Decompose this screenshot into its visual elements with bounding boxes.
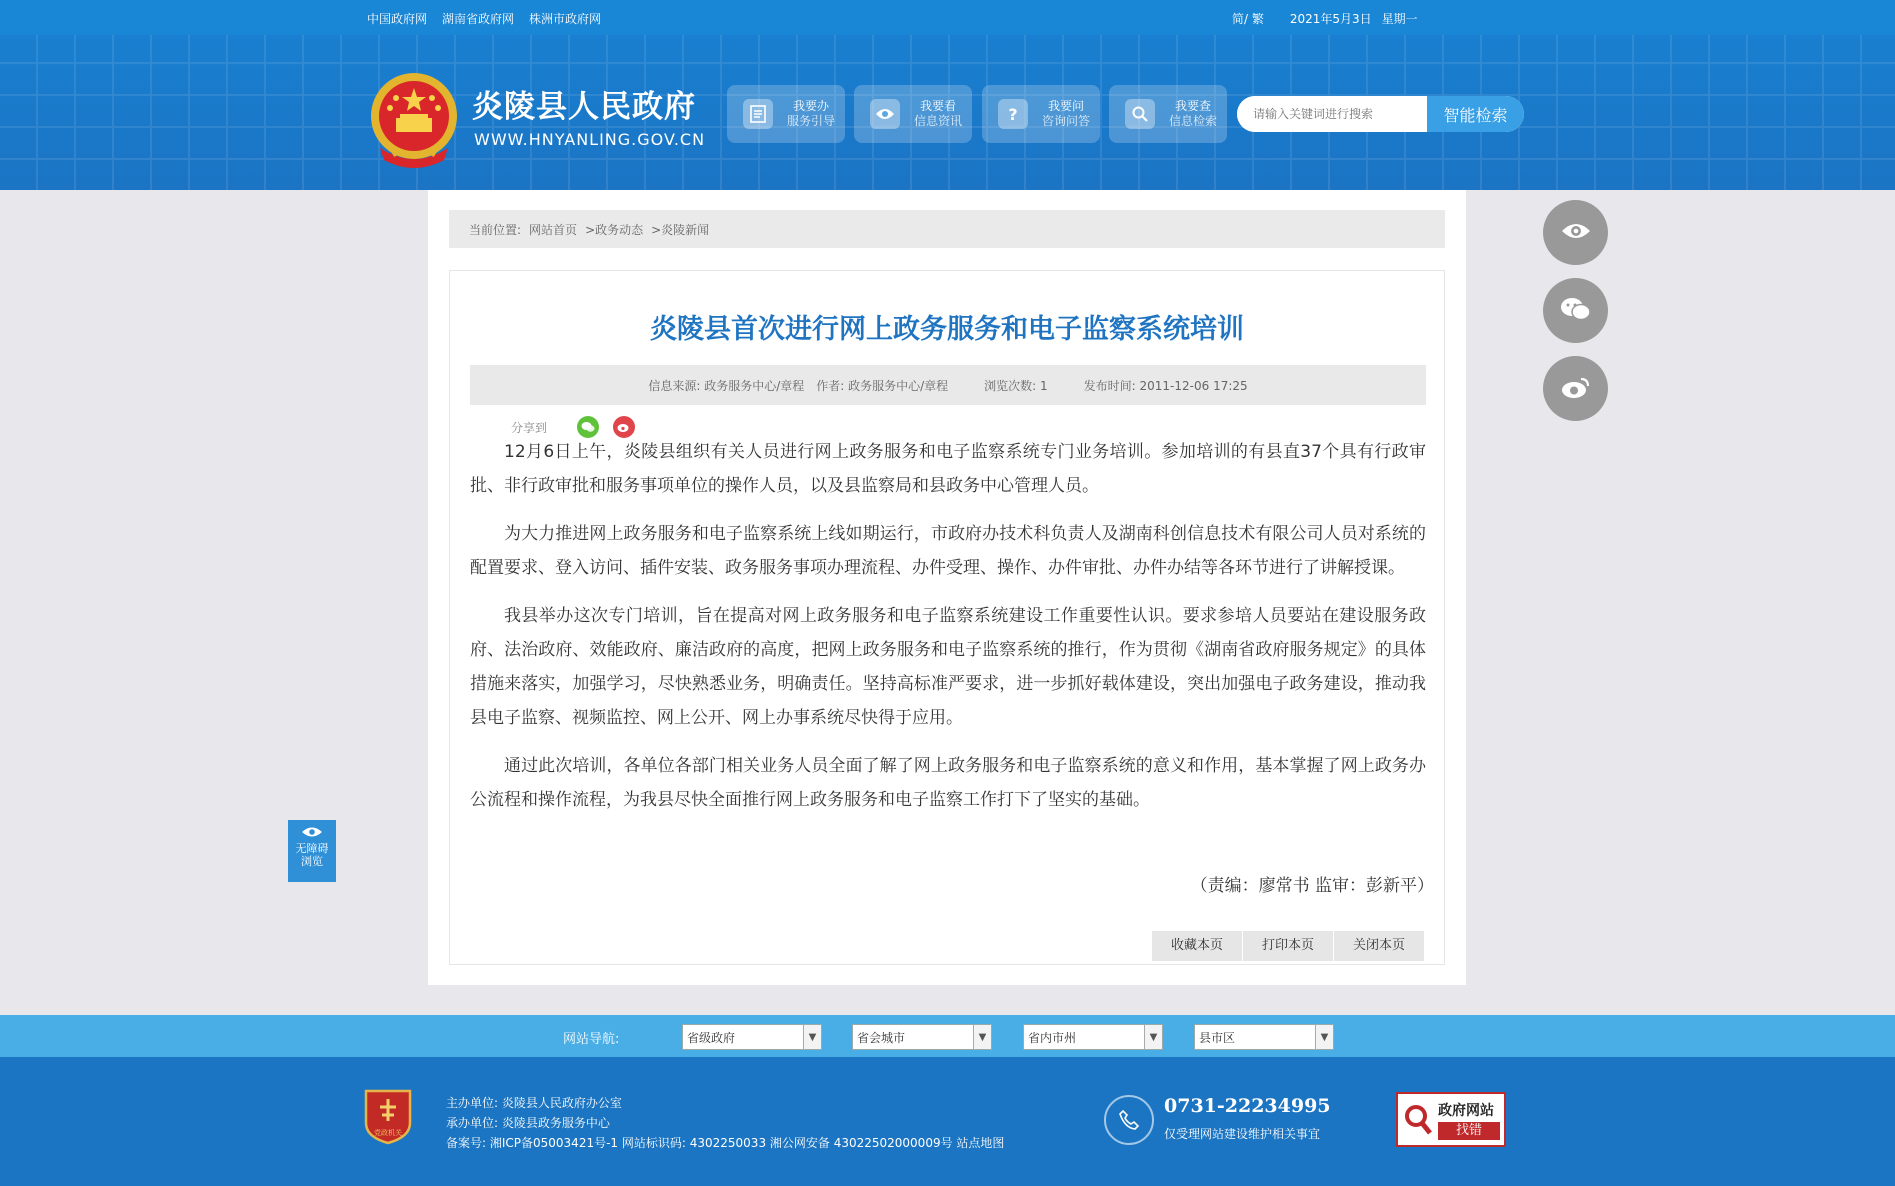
weibo-icon <box>1561 375 1591 403</box>
float-weibo-button[interactable] <box>1543 356 1608 421</box>
gov-site-error-report-button[interactable] <box>1396 1092 1506 1147</box>
footer-host: 主办单位: 炎陵县人民政府办公室 <box>446 1096 622 1110</box>
eye-icon <box>1561 221 1591 245</box>
badge-text: 党政机关 <box>374 1129 402 1137</box>
select-value: 省会城市 <box>857 1030 906 1045</box>
chevron-down-icon: ▼ <box>1144 1025 1162 1049</box>
smart-search-button[interactable]: 智能检索 <box>1427 96 1524 132</box>
breadcrumb-news[interactable]: >政务动态 <box>585 222 644 237</box>
party-gov-badge-icon[interactable] <box>362 1085 414 1145</box>
error-title: 政府网站 <box>1438 1103 1494 1119</box>
error-sub: 找错 <box>1438 1122 1500 1140</box>
question-icon: ? <box>998 99 1028 129</box>
print-button[interactable]: 打印本页 <box>1243 931 1333 961</box>
service-title: 我要看 <box>920 99 957 113</box>
accessibility-sub: 浏览 <box>301 855 323 868</box>
main-panel <box>428 190 1466 985</box>
meta-author: 作者: 政务服务中心/章程 <box>816 378 949 393</box>
date-text: 2021年5月3日 <box>1289 12 1372 26</box>
article-tools <box>1152 931 1424 961</box>
article-editor: （责编：廖常书 监审：彭新平） <box>1190 876 1434 896</box>
bookmark-button[interactable]: 收藏本页 <box>1152 931 1242 961</box>
magnifier-icon <box>1402 1100 1434 1140</box>
article-meta <box>470 365 1426 405</box>
site-header <box>0 35 1895 190</box>
document-icon <box>743 99 773 129</box>
search-icon <box>1125 99 1155 129</box>
float-wechat-button[interactable] <box>1543 278 1608 343</box>
select-provincial[interactable] <box>682 1024 822 1050</box>
footer-record: 备案号: 湘ICP备05003421号-1 网站标识码: 4302250033 湘公网安备 43022502000009号 站点地图 <box>446 1136 1005 1150</box>
article-body <box>470 435 1426 831</box>
select-value: 省级政府 <box>687 1030 736 1045</box>
link-china-gov[interactable]: 中国政府网 <box>367 12 428 26</box>
service-banshi-button[interactable] <box>727 85 845 143</box>
accessibility-label: 无障碍 <box>295 842 329 855</box>
search-input[interactable] <box>1237 96 1427 132</box>
share-label: 分享到 <box>511 420 548 435</box>
site-title[interactable]: 炎陵县人民政府 <box>472 89 696 125</box>
accessibility-button[interactable] <box>288 820 336 882</box>
select-prefectures[interactable] <box>1023 1024 1163 1050</box>
nav-label: 网站导航: <box>563 1032 620 1047</box>
select-value: 省内市州 <box>1028 1030 1077 1045</box>
select-counties[interactable] <box>1194 1024 1334 1050</box>
article-paragraph: 为大力推进网上政务服务和电子监察系统上线如期运行，市政府办技术科负责人及湖南科创信息技术有限公司人员对系统的配置要求、登入访问、插件安装、政务服务事项办理流程、办件受理、操作、办件审批、办件办结等各环节进行了讲解授课。 <box>470 524 1426 578</box>
site-footer <box>0 1057 1895 1186</box>
link-hunan-gov[interactable]: 湖南省政府网 <box>442 12 515 26</box>
footer-phone-note: 仅受理网站建设维护相关事宜 <box>1164 1127 1321 1141</box>
service-title: 我要问 <box>1048 99 1085 113</box>
breadcrumb-local-news[interactable]: >炎陵新闻 <box>651 222 710 237</box>
chevron-down-icon: ▼ <box>1315 1025 1333 1049</box>
service-title: 我要办 <box>793 99 830 113</box>
top-bar <box>0 0 1895 35</box>
lang-switch[interactable]: 简/ 繁 <box>1232 12 1264 26</box>
chevron-down-icon: ▼ <box>803 1025 821 1049</box>
service-cha-button[interactable] <box>1109 85 1227 143</box>
link-zhuzhou-gov[interactable]: 株洲市政府网 <box>529 12 602 26</box>
service-kan-button[interactable] <box>854 85 972 143</box>
article-paragraph: 我县举办这次专门培训，旨在提高对网上政务服务和电子监察系统建设工作重要性认识。要求参培人员要站在建设服务政府、法治政府、效能政府、廉洁政府的高度，把网上政务服务和电子监察系统的推行，作为贯彻《湖南省政府服务规定》的具体措施来落实，加强学习，尽快熟悉业务，明确责任。坚持高标准严要求，进一步抓好载体建设，突出加强电子政务建设，推动我县电子监察、视频监控、网上公开、网上办事系统尽快得于应用。 <box>470 606 1426 728</box>
breadcrumb-prefix: 当前位置: <box>469 222 522 237</box>
footer-operator: 承办单位: 炎陵县政务服务中心 <box>446 1116 610 1130</box>
article <box>449 270 1445 965</box>
search-box <box>1237 96 1524 132</box>
eye-icon <box>870 99 900 129</box>
eye-icon <box>288 826 336 842</box>
phone-icon <box>1104 1095 1154 1145</box>
site-domain: WWW.HNYANLING.GOV.CN <box>474 130 706 149</box>
service-title: 我要查 <box>1175 99 1212 113</box>
select-capital-cities[interactable] <box>852 1024 992 1050</box>
service-sub: 信息检索 <box>1169 114 1218 128</box>
breadcrumb-home[interactable]: 网站首页 <box>529 222 578 237</box>
national-emblem-icon <box>366 70 462 174</box>
chevron-down-icon: ▼ <box>973 1025 991 1049</box>
article-paragraph: 通过此次培训，各单位各部门相关业务人员全面了解了网上政务服务和电子监察系统的意义和作用，基本掌握了网上政务办公流程和操作流程，为我县尽快全面推行网上政务服务和电子监察工作打下了坚实的基础。 <box>470 756 1426 810</box>
service-sub: 咨询问答 <box>1042 114 1091 128</box>
footer-phone: 0731-22234995 <box>1164 1095 1331 1117</box>
site-nav-bar <box>0 1015 1895 1057</box>
close-page-button[interactable]: 关闭本页 <box>1334 931 1424 961</box>
article-paragraph: 12月6日上午，炎陵县组织有关人员进行网上政务服务和电子监察系统专门业务培训。参加培训的有县直37个具有行政审批、非行政审批和服务事项单位的操作人员，以及县监察局和县政务中心管理人员。 <box>470 442 1426 496</box>
gov-links <box>367 10 601 27</box>
meta-source: 信息来源: 政务服务中心/章程 <box>648 378 805 393</box>
service-wen-button[interactable] <box>982 85 1100 143</box>
service-sub: 服务引导 <box>787 114 836 128</box>
article-title: 炎陵县首次进行网上政务服务和电子监察系统培训 <box>650 314 1244 345</box>
meta-published: 发布时间: 2011-12-06 17:25 <box>1083 378 1248 393</box>
footer-info <box>446 1093 1004 1153</box>
breadcrumb <box>449 210 1445 248</box>
select-value: 县市区 <box>1199 1030 1236 1045</box>
top-right <box>1232 10 1418 27</box>
float-eye-button[interactable] <box>1543 200 1608 265</box>
wechat-icon <box>1560 296 1592 326</box>
service-sub: 信息资讯 <box>914 114 963 128</box>
meta-views: 浏览次数: 1 <box>984 378 1048 393</box>
weekday-text: 星期一 <box>1381 12 1418 26</box>
